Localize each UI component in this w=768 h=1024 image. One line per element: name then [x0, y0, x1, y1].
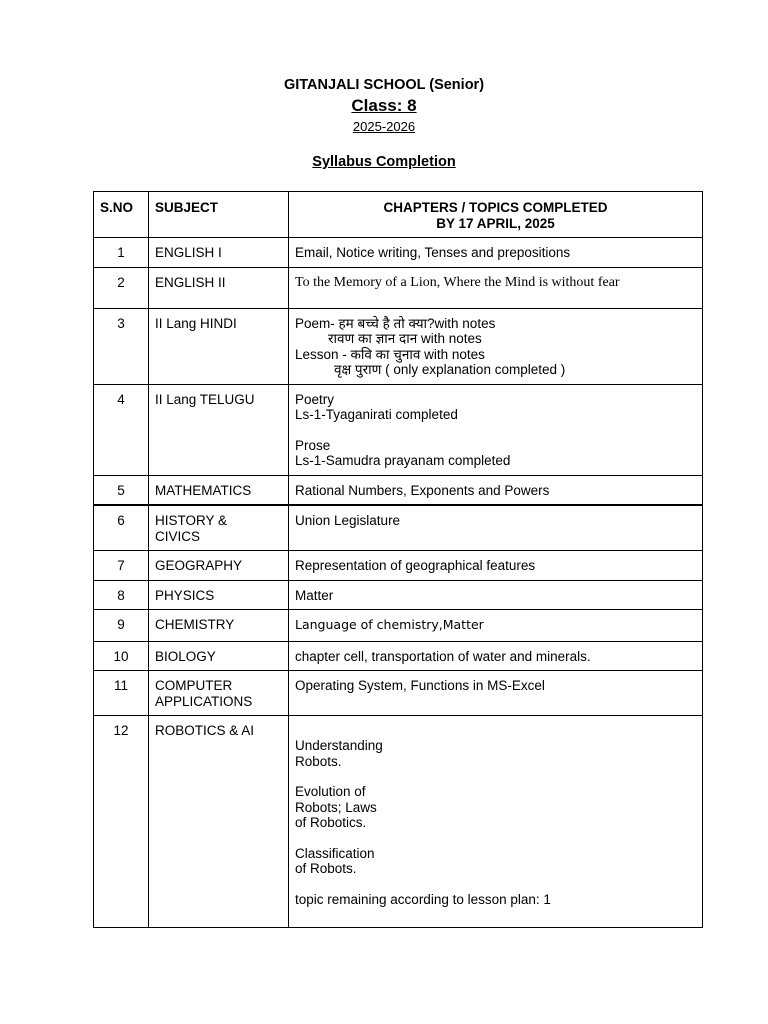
topic-line: वृक्ष पुराण ( only explanation completed ) [334, 362, 566, 377]
row-sno: 12 [94, 716, 149, 928]
topic-line: Poetry [295, 391, 335, 407]
topic-line: of Robots. [295, 861, 357, 876]
row-topics [289, 384, 703, 475]
subject-line: ENGLISH II [155, 274, 226, 290]
topic-line: chapter cell, transportation of water and minerals. [295, 648, 591, 664]
subject-line: CIVICS [155, 528, 201, 544]
topic-line: Rational Numbers, Exponents and Powers [295, 482, 550, 498]
spacer [295, 769, 696, 784]
subject-line: MATHEMATICS [155, 482, 252, 498]
topic-line: Prose [295, 437, 331, 453]
class-title: Class: 8 [351, 96, 417, 115]
row-subject [149, 580, 289, 610]
header-topics-line2: BY 17 APRIL, 2025 [436, 215, 555, 231]
row-topics [289, 580, 703, 610]
subject-line: COMPUTER [155, 678, 233, 693]
row-sno: 5 [94, 475, 149, 505]
row-subject [149, 267, 289, 308]
row-topics [289, 716, 703, 928]
row-sno: 11 [94, 671, 149, 716]
school-name: GITANJALI SCHOOL (Senior) [283, 77, 485, 93]
row-topics [289, 671, 703, 716]
table-row [94, 610, 703, 642]
topic-line: Matter [295, 587, 334, 603]
row-sno: 2 [94, 267, 149, 308]
syllabus-table [93, 191, 703, 928]
row-subject [149, 671, 289, 716]
row-subject [149, 384, 289, 475]
row-topics [289, 267, 703, 308]
row-topics [289, 551, 703, 581]
topic-line: Email, Notice writing, Tenses and prepositions [295, 245, 571, 260]
topic-line: Ls-1-Samudra prayanam completed [295, 453, 511, 468]
topic-line: Union Legislature [295, 513, 401, 528]
table-row [94, 267, 703, 308]
row-sno: 7 [94, 551, 149, 581]
topic-line: Operating System, Functions in MS-Excel [295, 678, 545, 693]
table-row [94, 308, 703, 384]
row-sno: 4 [94, 384, 149, 475]
table-row [94, 475, 703, 505]
row-subject [149, 610, 289, 642]
row-sno: 8 [94, 580, 149, 610]
subject-line: BIOLOGY [155, 648, 216, 664]
subject-line: ROBOTICS & AI [155, 723, 255, 738]
spacer [295, 831, 696, 846]
table-row [94, 238, 703, 268]
header-topics [289, 192, 703, 238]
header-topics-line1: CHAPTERS / TOPICS COMPLETED [383, 200, 608, 215]
topic-line: Lesson - कवि का चुनाव with notes [295, 346, 485, 362]
topic-line: रावण का ज्ञान दान with notes [328, 331, 482, 346]
table-row [94, 641, 703, 671]
table-row [94, 716, 703, 928]
subject-line: PHYSICS [155, 587, 215, 603]
topic-line: Poem- हम बच्चे है तो क्या?with notes [295, 315, 496, 331]
topic-line: Understanding [295, 738, 383, 753]
topic-line: of Robotics. [295, 815, 367, 830]
topic-line: To the Memory of a Lion, Where the Mind is without fear [295, 274, 620, 290]
row-subject [149, 475, 289, 505]
topic-line: Robots. [295, 753, 342, 769]
row-sno: 9 [94, 610, 149, 642]
topic-line: Ls-1-Tyaganirati completed [295, 407, 458, 422]
academic-year: 2025-2026 [352, 119, 416, 134]
row-sno: 6 [94, 505, 149, 551]
topic-line: Language of chemistry,Matter [295, 617, 484, 632]
topic-line: topic remaining according to lesson plan: 1 [295, 891, 551, 907]
row-topics [289, 238, 703, 268]
subject-line: APPLICATIONS [155, 693, 253, 709]
subject-line: HISTORY & [155, 513, 228, 528]
topic-line: Representation of geographical features [295, 558, 536, 573]
row-topics [289, 505, 703, 551]
row-subject [149, 505, 289, 551]
table-header-row [94, 192, 703, 238]
topic-line: Evolution of [295, 784, 366, 799]
subject-line: II Lang HINDI [155, 315, 237, 331]
header-sno: S.NO [94, 192, 149, 238]
row-sno: 3 [94, 308, 149, 384]
row-subject [149, 238, 289, 268]
row-subject [149, 641, 289, 671]
header-subject: SUBJECT [149, 192, 289, 238]
row-topics [289, 641, 703, 671]
subject-line: ENGLISH I [155, 245, 222, 260]
table-row [94, 580, 703, 610]
topic-line: Classification [295, 845, 375, 861]
topic-line: Robots; Laws [295, 799, 377, 815]
subject-line: II Lang TELUGU [155, 391, 255, 407]
row-topics [289, 308, 703, 384]
table-row [94, 551, 703, 581]
row-subject [149, 308, 289, 384]
spacer [295, 877, 696, 892]
spacer [295, 423, 696, 438]
row-sno: 10 [94, 641, 149, 671]
row-topics [289, 475, 703, 505]
row-topics [289, 610, 703, 642]
row-subject [149, 551, 289, 581]
document-title: Syllabus Completion [312, 154, 456, 170]
table-row [94, 384, 703, 475]
row-sno: 1 [94, 238, 149, 268]
row-subject [149, 716, 289, 928]
table-row [94, 671, 703, 716]
spacer [295, 723, 696, 738]
table-row [94, 505, 703, 551]
subject-line: CHEMISTRY [155, 617, 235, 632]
subject-line: GEOGRAPHY [155, 558, 243, 573]
